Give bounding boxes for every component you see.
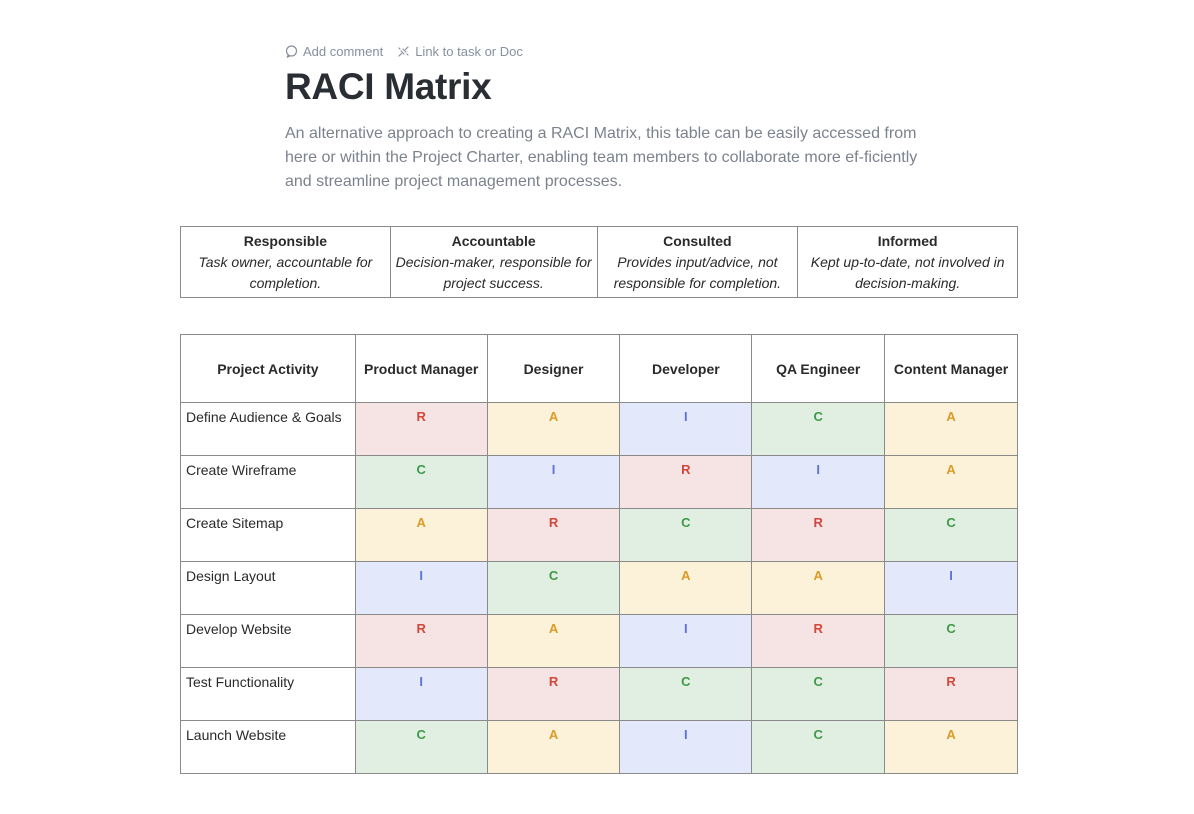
activity-cell[interactable]: Test Functionality	[181, 668, 356, 721]
raci-cell[interactable]: A	[885, 403, 1018, 456]
raci-cell[interactable]: A	[487, 403, 620, 456]
table-row	[181, 509, 1018, 562]
raci-cell[interactable]: A	[752, 562, 885, 615]
raci-cell[interactable]: A	[885, 456, 1018, 509]
activity-cell[interactable]: Design Layout	[181, 562, 356, 615]
legend-term: Responsible	[243, 233, 327, 249]
raci-cell[interactable]: R	[355, 615, 487, 668]
raci-cell[interactable]: C	[752, 403, 885, 456]
activity-cell[interactable]: Create Sitemap	[181, 509, 356, 562]
legend-cell-responsible	[181, 227, 391, 298]
raci-cell[interactable]: C	[885, 615, 1018, 668]
legend-term: Informed	[877, 233, 938, 249]
link-task-button[interactable]	[397, 44, 523, 59]
table-row	[181, 456, 1018, 509]
raci-cell[interactable]: C	[752, 668, 885, 721]
comment-bubble-icon	[285, 45, 298, 58]
activity-cell[interactable]: Develop Website	[181, 615, 356, 668]
legend-definition: Task owner, accountable for completion.	[198, 254, 373, 291]
activity-cell[interactable]: Launch Website	[181, 721, 356, 774]
raci-cell[interactable]: A	[487, 721, 620, 774]
raci-cell[interactable]: R	[752, 509, 885, 562]
raci-cell[interactable]: I	[620, 721, 752, 774]
raci-cell[interactable]: C	[355, 721, 487, 774]
raci-cell[interactable]: C	[752, 721, 885, 774]
raci-cell[interactable]: R	[355, 403, 487, 456]
raci-cell[interactable]: A	[885, 721, 1018, 774]
raci-cell[interactable]: C	[355, 456, 487, 509]
raci-cell[interactable]: I	[355, 668, 487, 721]
raci-cell[interactable]: R	[487, 509, 620, 562]
legend-definition: Provides input/advice, not responsible for completion.	[613, 254, 782, 291]
matrix-header-row	[181, 335, 1018, 403]
raci-cell[interactable]: A	[620, 562, 752, 615]
raci-cell[interactable]: R	[620, 456, 752, 509]
raci-cell[interactable]: A	[487, 615, 620, 668]
page-title: RACI Matrix	[285, 66, 492, 107]
raci-cell[interactable]: C	[487, 562, 620, 615]
table-row	[181, 403, 1018, 456]
legend-cell-consulted	[597, 227, 798, 298]
link-icon	[397, 45, 410, 58]
activity-cell[interactable]: Create Wireframe	[181, 456, 356, 509]
raci-cell[interactable]: R	[885, 668, 1018, 721]
header-developer[interactable]: Developer	[620, 335, 752, 403]
activity-cell[interactable]: Define Audience & Goals	[181, 403, 356, 456]
legend-definition: Kept up-to-date, not involved in decision-making.	[810, 254, 1005, 291]
raci-cell[interactable]: R	[752, 615, 885, 668]
raci-cell[interactable]: I	[620, 615, 752, 668]
header-qa-engineer[interactable]: QA Engineer	[752, 335, 885, 403]
legend-term: Accountable	[451, 233, 536, 249]
header-project-activity[interactable]: Project Activity	[181, 335, 356, 403]
page-description: An alternative approach to creating a RACI Matrix, this table can be easily accessed from here or within the Project Charter, enabling team members to collaborate more ef-ficiently and streamline project management processes.	[285, 125, 918, 190]
header-product-manager[interactable]: Product Manager	[355, 335, 487, 403]
doc-toolbar	[285, 44, 523, 59]
raci-cell[interactable]: I	[355, 562, 487, 615]
table-row	[181, 615, 1018, 668]
add-comment-label: Add comment	[303, 44, 384, 59]
table-row	[181, 562, 1018, 615]
raci-cell[interactable]: A	[355, 509, 487, 562]
raci-cell[interactable]: R	[487, 668, 620, 721]
raci-cell[interactable]: C	[620, 668, 752, 721]
link-task-label: Link to task or Doc	[415, 44, 523, 59]
raci-cell[interactable]: C	[620, 509, 752, 562]
raci-cell[interactable]: C	[885, 509, 1018, 562]
legend-cell-accountable	[390, 227, 597, 298]
header-designer[interactable]: Designer	[487, 335, 620, 403]
legend-cell-informed	[798, 227, 1018, 298]
add-comment-button[interactable]	[285, 44, 383, 59]
legend-row	[181, 227, 1018, 298]
raci-matrix-table	[180, 334, 1018, 774]
raci-cell[interactable]: I	[752, 456, 885, 509]
legend-definition: Decision-maker, responsible for project success.	[395, 254, 592, 291]
legend-term: Consulted	[663, 233, 732, 249]
table-row	[181, 668, 1018, 721]
raci-cell[interactable]: I	[620, 403, 752, 456]
table-row	[181, 721, 1018, 774]
raci-legend-table	[180, 226, 1018, 298]
header-content-manager[interactable]: Content Manager	[885, 335, 1018, 403]
raci-cell[interactable]: I	[885, 562, 1018, 615]
raci-cell[interactable]: I	[487, 456, 620, 509]
